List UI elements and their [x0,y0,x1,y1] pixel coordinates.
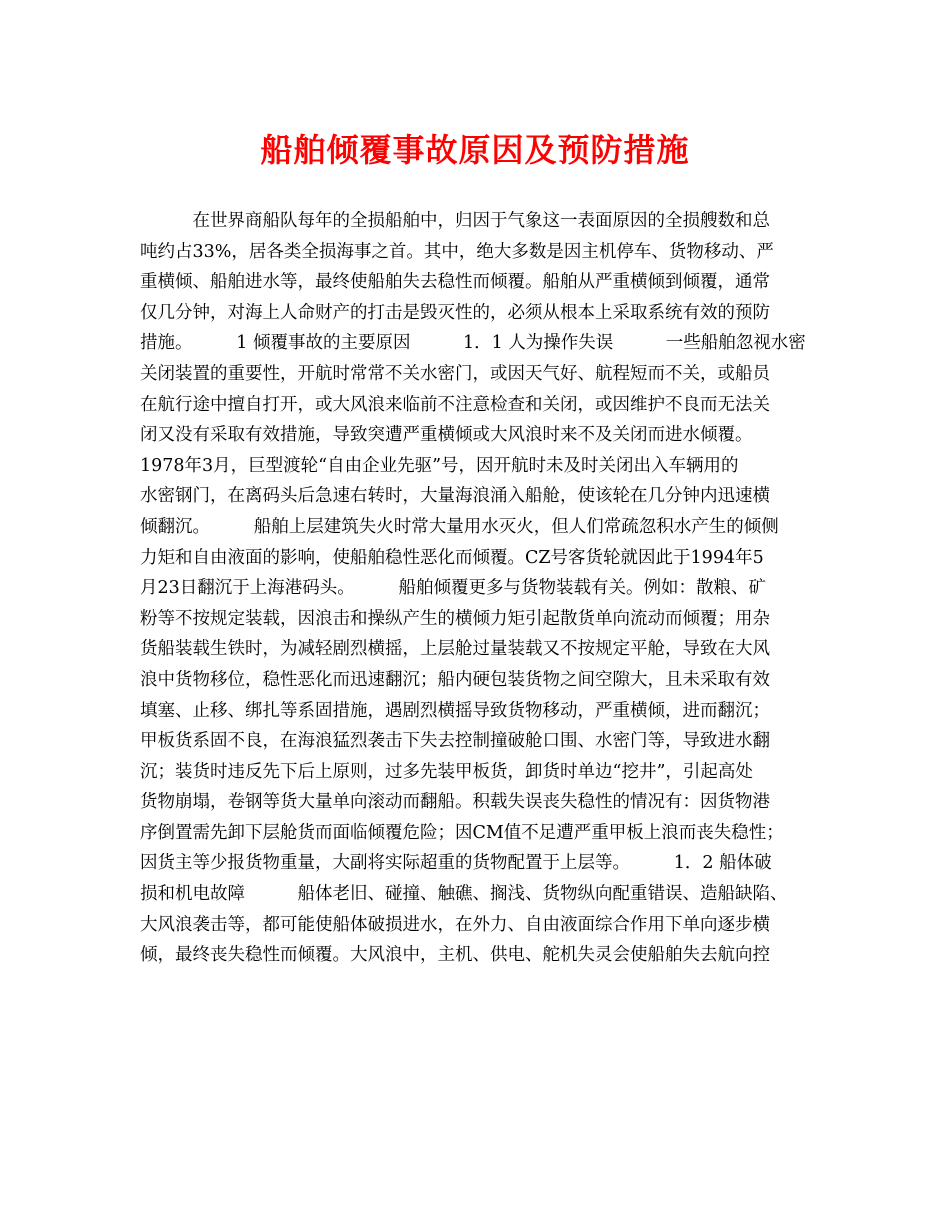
body-line: 损和机电故障 船体老旧、碰撞、触礁、搁浅、货物纵向配重错误、造船缺陷、 [140,884,788,905]
body-line: 月23日翻沉于上海港码头。 船舶倾覆更多与货物装载有关。例如：散粮、矿 [140,578,767,599]
body-line: 序倒置需先卸下层舱货而面临倾覆危险；因CM值不足遭严重甲板上浪而丧失稳性； [140,822,784,843]
body-line: 粉等不按规定装载，因浪击和操纵产生的横倾力矩引起散货单向流动而倾覆；用杂 [140,608,770,629]
body-line: 在世界商船队每年的全损船舶中，归因于气象这一表面原因的全损艘数和总 [140,211,770,231]
document-body [140,206,815,971]
body-line: 重横倾、船舶进水等，最终使船舶失去稳性而倾覆。船舶从严重横倾到倾覆，通常 [140,272,770,293]
body-line: 吨约占33%，居各类全损海事之首。其中，绝大多数是因主机停车、货物移动、严 [140,241,774,262]
body-line: 闭又没有采取有效措施，导致突遭严重横倾或大风浪时来不及关闭而进水倾覆。 [140,425,753,446]
body-line: 力矩和自由液面的影响，使船舶稳性恶化而倾覆。CZ号客货轮就因此于1994年5 [140,547,764,568]
body-line: 货船装载生铁时，为减轻剧烈横摇，上层舱过量装载又不按规定平舱，导致在大风 [140,639,770,660]
body-line: 倾翻沉。 船舶上层建筑失火时常大量用水灭火，但人们常疏忽积水产生的倾侧 [140,516,779,537]
body-line: 1978年3月，巨型渡轮“自由企业先驱”号，因开航时未及时关闭出入车辆用的 [140,455,739,476]
body-line: 甲板货系固不良，在海浪猛烈袭击下失去控制撞破舱口围、水密门等，导致进水翻 [140,731,770,752]
body-line: 大风浪袭击等，都可能使船体破损进水，在外力、自由液面综合作用下单向逐步横 [140,914,770,935]
body-line: 关闭装置的重要性，开航时常常不关水密门，或因天气好、航程短而不关，或船员 [140,363,770,384]
body-line: 在航行途中擅自打开，或大风浪来临前不注意检查和关闭，或因维护不良而无法关 [140,394,770,415]
body-line: 因货主等少报货物重量，大副将实际超重的货物配置于上层等。 1．2 船体破 [140,853,772,874]
body-line: 仅几分钟，对海上人命财产的打击是毁灭性的，必须从根本上采取系统有效的预防 [140,302,770,323]
body-line: 货物崩塌，卷钢等货大量单向滚动而翻船。积载失误丧失稳性的情况有：因货物港 [140,792,770,813]
document-title: 船舶倾覆事故原因及预防措施 [260,131,690,169]
body-line: 水密钢门，在离码头后急速右转时，大量海浪涌入船舱，使该轮在几分钟内迅速横 [140,486,770,507]
body-line: 填塞、止移、绑扎等系固措施，遇剧烈横摇导致货物移动，严重横倾，进而翻沉； [140,700,770,721]
body-line: 浪中货物移位，稳性恶化而迅速翻沉；船内硬包装货物之间空隙大，且未采取有效 [140,669,770,690]
body-line: 倾，最终丧失稳性而倾覆。大风浪中，主机、供电、舵机失灵会使船舶失去航向控 [140,945,770,966]
body-line: 沉；装货时违反先下后上原则，过多先装甲板货，卸货时单边“挖井”，引起高处 [140,761,753,782]
body-line: 措施。 1 倾覆事故的主要原因 1．1 人为操作失误 一些船舶忽视水密 [140,333,806,354]
